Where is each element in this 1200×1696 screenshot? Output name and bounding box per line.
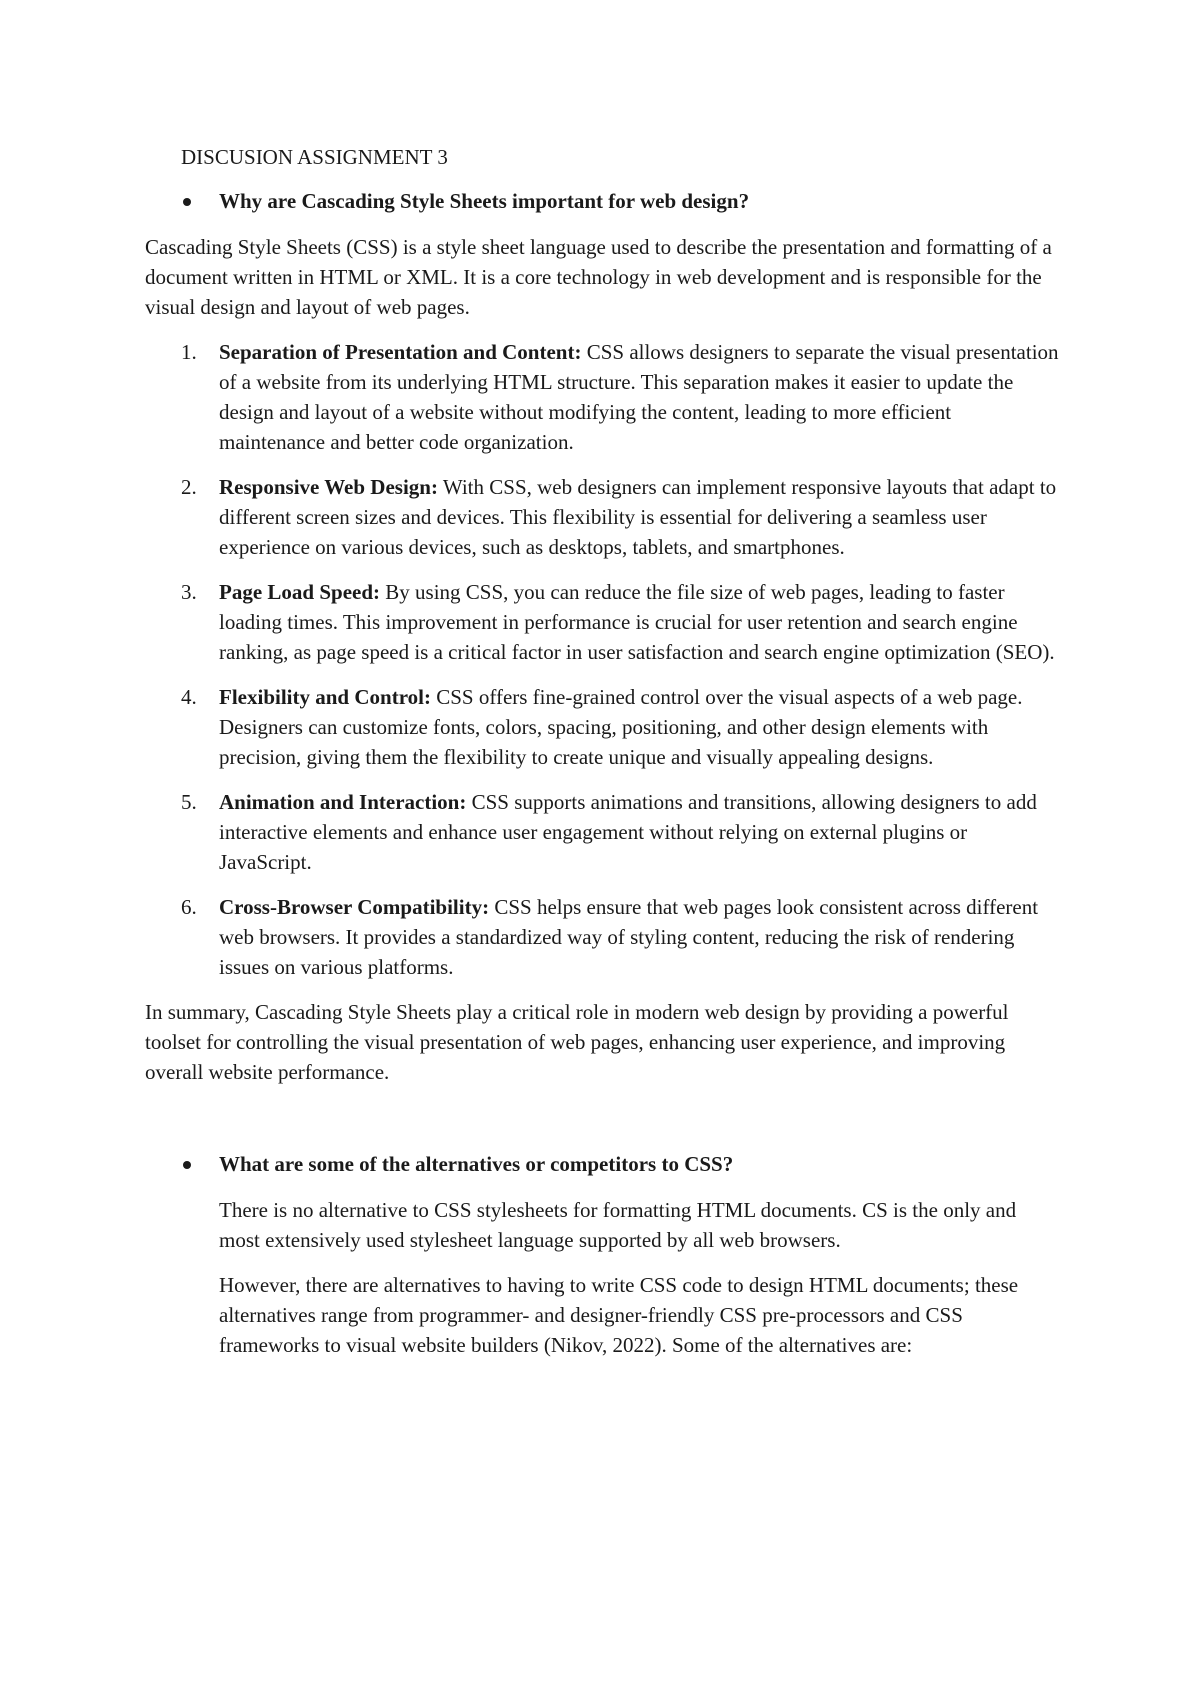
list-item-text: CSS supports animations and transitions, allowing designers to add interactive elements and enhance user engagement without relying on external plugins or JavaScript.: [219, 790, 1037, 874]
list-item: [145, 682, 1060, 772]
list-item-text: CSS allows designers to separate the visual presentation of a website from its underlying HTML structure. This separation makes it easier to update the design and layout of a website without modifying the content, leading to more efficient maintenance and better code organization.: [219, 340, 1059, 454]
list-item: [145, 337, 1060, 457]
document-title: DISCUSION ASSIGNMENT 3: [181, 145, 448, 169]
answer-2-paragraph-1: There is no alternative to CSS stylesheets for formatting HTML documents. CS is the only and most extensively used stylesheet language supported by all web browsers.: [219, 1198, 1017, 1252]
list-item-term: Cross-Browser Compatibility:: [219, 895, 490, 919]
bullet-icon: [183, 1161, 191, 1169]
list-item: [145, 787, 1060, 877]
document-body: [145, 142, 1060, 1375]
list-item-text: CSS offers fine-grained control over the visual aspects of a web page. Designers can customize fonts, colors, spacing, positioning, and other design elements with precision, giving them the flexibility to create unique and visually appealing designs.: [219, 685, 1023, 769]
list-item-term: Animation and Interaction:: [219, 790, 467, 814]
importance-list: [145, 337, 1060, 982]
question-1-text: Why are Cascading Style Sheets important for web design?: [219, 189, 750, 213]
answer-2-paragraph-2: However, there are alternatives to having to write CSS code to design HTML documents; these alternatives range from programmer- and designer-friendly CSS pre-processors and CSS frameworks to visual website builders (Nikov, 2022). Some of the alternatives are:: [219, 1273, 1019, 1357]
list-item-text: By using CSS, you can reduce the file size of web pages, leading to faster loading times. This improvement in performance is crucial for user retention and search engine ranking, as page speed is a critical factor in user satisfaction and search engine optimization (SEO).: [219, 580, 1055, 664]
list-item-number: 6.: [181, 895, 197, 919]
list-item-term: Responsive Web Design:: [219, 475, 438, 499]
list-item-term: Flexibility and Control:: [219, 685, 431, 709]
list-item: [145, 577, 1060, 667]
list-item-number: 1.: [181, 340, 197, 364]
list-item: [145, 472, 1060, 562]
summary-paragraph: In summary, Cascading Style Sheets play a critical role in modern web design by providing a powerful toolset for controlling the visual presentation of web pages, enhancing user experience, and improving overall website performance.: [145, 1000, 1009, 1084]
list-item-number: 3.: [181, 580, 197, 604]
question-1: [145, 186, 1060, 216]
list-item-term: Separation of Presentation and Content:: [219, 340, 582, 364]
list-item-term: Page Load Speed:: [219, 580, 381, 604]
intro-paragraph: Cascading Style Sheets (CSS) is a style sheet language used to describe the presentation and formatting of a document written in HTML or XML. It is a core technology in web development and is responsible for the visual design and layout of web pages.: [145, 235, 1052, 319]
list-item-number: 4.: [181, 685, 197, 709]
list-item-text: With CSS, web designers can implement responsive layouts that adapt to different screen sizes and devices. This flexibility is essential for delivering a seamless user experience on various devices, such as desktops, tablets, and smartphones.: [219, 475, 1057, 559]
bullet-icon: [183, 198, 191, 206]
question-2: [145, 1149, 1060, 1179]
list-item-number: 5.: [181, 790, 197, 814]
question-2-text: What are some of the alternatives or competitors to CSS?: [219, 1152, 734, 1176]
list-item-number: 2.: [181, 475, 197, 499]
list-item-text: CSS helps ensure that web pages look consistent across different web browsers. It provides a standardized way of styling content, reducing the risk of rendering issues on various platforms.: [219, 895, 1039, 979]
list-item: [145, 892, 1060, 982]
